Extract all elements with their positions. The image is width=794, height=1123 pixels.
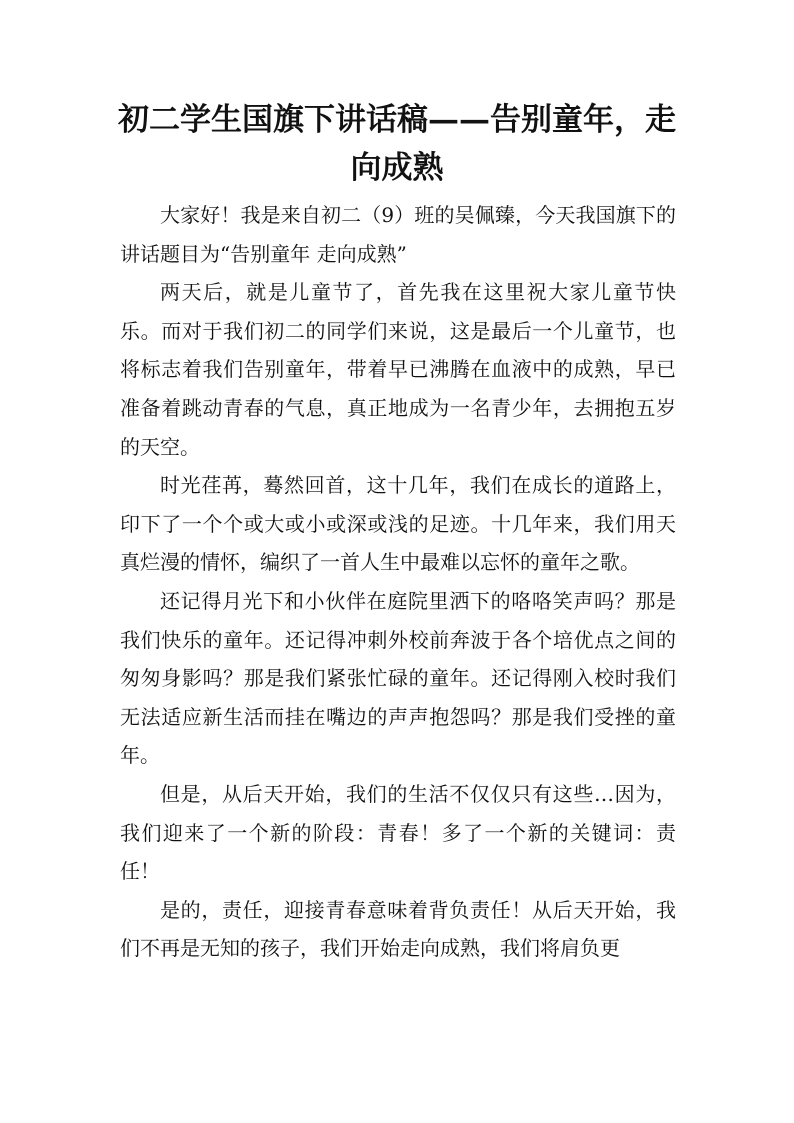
paragraph-new-stage: 但是，从后天开始，我们的生活不仅仅只有这些…因为，我们迎来了一个新的阶段：青春！多了一个新的关键词：责任！ <box>120 781 676 884</box>
paragraph-responsibility: 是的，责任，迎接青春意味着背负责任！从后天开始，我们不再是无知的孩子，我们开始走向成熟，我们将肩负更 <box>120 897 676 961</box>
paragraph-childrens-day: 两天后，就是儿童节了，首先我在这里祝大家儿童节快乐。而对于我们初二的同学们来说，这是最后一个儿童节，也将标志着我们告别童年，带着早已沸腾在血液中的成熟，早已准备着跳动青春的气息，真正地成为一名青少年，去拥抱五岁的天空。 <box>120 280 676 459</box>
paragraph-memories: 还记得月光下和小伙伴在庭院里洒下的咯咯笑声吗？那是我们快乐的童年。还记得冲刺外校前奔波于各个培优点之间的匆匆身影吗？那是我们紧张忙碌的童年。还记得刚入校时我们无法适应新生活而挂在嘴边的声声抱怨吗？那是我们受挫的童年。 <box>120 588 676 768</box>
paragraph-looking-back: 时光荏苒，蓦然回首，这十几年，我们在成长的道路上，印下了一个个或大或小或深或浅的足迹。十几年来，我们用天真烂漫的情怀，编织了一首人生中最难以忘怀的童年之歌。 <box>120 473 676 575</box>
paragraph-greeting: 大家好！我是来自初二（9）班的吴佩臻，今天我国旗下的讲话题目为“告别童年 走向成熟” <box>120 203 676 266</box>
document-title: 初二学生国旗下讲话稿——告别童年，走向成熟 <box>118 102 676 186</box>
document-body <box>120 196 676 968</box>
